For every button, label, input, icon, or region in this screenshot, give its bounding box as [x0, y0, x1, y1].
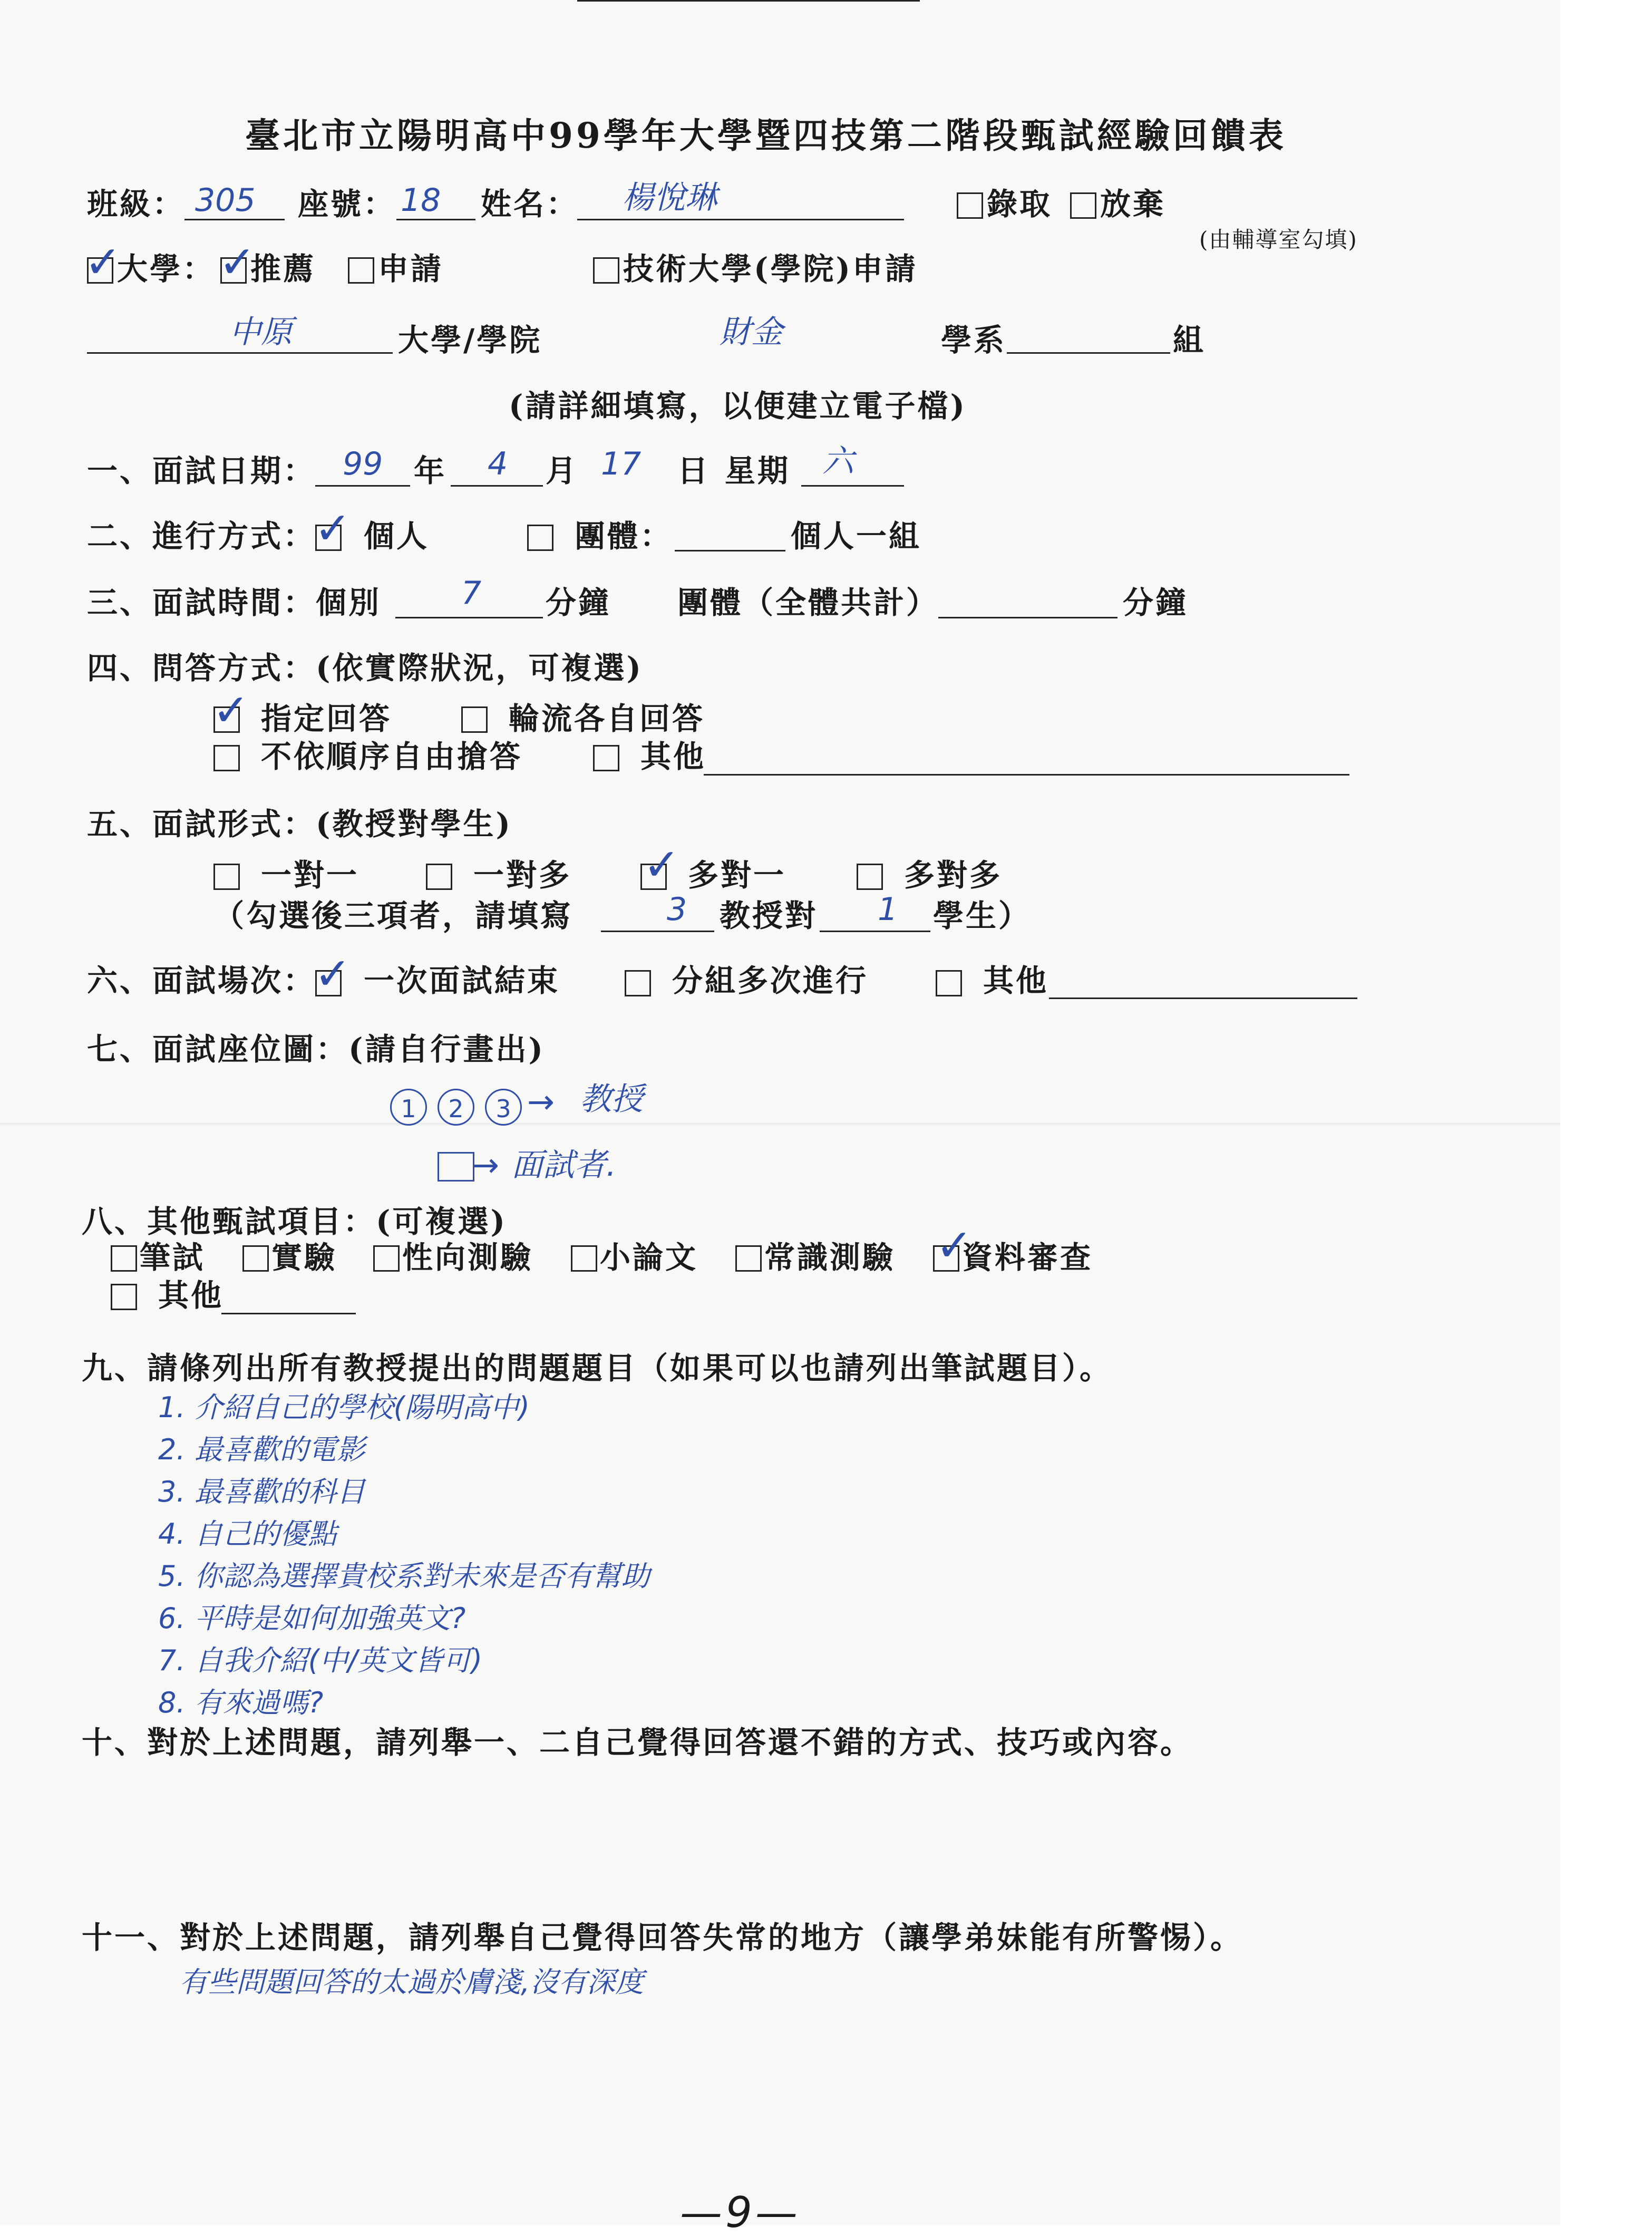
interviewee-note: 面試者. — [511, 1147, 617, 1184]
option-label: 筆試 — [140, 1239, 206, 1275]
class-label: 班級： — [87, 186, 186, 222]
one-to-one-label: 一對一 — [261, 857, 359, 893]
general-test-checkbox[interactable] — [735, 1245, 762, 1272]
scan-margin — [1560, 0, 1652, 2225]
q8-other-checkbox[interactable] — [111, 1284, 137, 1310]
individual-time-line — [395, 617, 543, 618]
school-value[interactable]: 中原 — [229, 314, 293, 351]
seat-line — [396, 219, 475, 220]
paper-fold — [0, 1123, 1560, 1126]
class-value[interactable]: 305 — [195, 182, 256, 219]
q11-answer[interactable]: 有些問題回答的太過於膚淺,沒有深度 — [179, 1965, 644, 1999]
prof-label: 教授對 — [720, 898, 818, 934]
q6-other-checkbox[interactable] — [936, 970, 962, 996]
weekday-label: 星期 — [725, 453, 791, 489]
q3-label: 三、面試時間：個別 — [87, 585, 382, 621]
tech-checkbox[interactable] — [593, 257, 619, 284]
check-mark: ✓ — [314, 948, 352, 1000]
interviewee-seat — [438, 1152, 474, 1182]
group-mode-label: 團體： — [575, 518, 673, 554]
day-label: 日 — [677, 453, 711, 489]
giveup-label: 放棄 — [1100, 186, 1166, 222]
answer-item[interactable]: 7. 自我介紹(中/英文皆可) — [158, 1644, 483, 1677]
option-label: 資料審查 — [962, 1239, 1093, 1275]
experiment-checkbox[interactable] — [242, 1245, 269, 1272]
check-mark: ✓ — [219, 236, 256, 288]
seat-3: 3 — [485, 1089, 522, 1126]
q7-label: 七、面試座位圖：(請自行畫出) — [87, 1031, 545, 1067]
student-count-value[interactable]: 1 — [878, 891, 898, 928]
check-mark: ✓ — [212, 684, 250, 736]
check-mark: ✓ — [643, 839, 681, 890]
answer-item[interactable]: 4. 自己的優點 — [158, 1517, 337, 1551]
group-time-line — [938, 617, 1117, 618]
giveup-checkbox[interactable] — [1070, 192, 1096, 219]
q4-other-checkbox[interactable] — [593, 745, 619, 771]
professor-note: 教授 — [580, 1081, 643, 1118]
seat-value[interactable]: 18 — [401, 182, 441, 219]
group-checkbox[interactable] — [527, 525, 553, 551]
written-test-checkbox[interactable] — [111, 1245, 137, 1272]
recommend-label: 推薦 — [250, 251, 316, 287]
group-suffix: 個人一組 — [791, 518, 922, 554]
group-time-label: 團體（全體共計） — [677, 585, 939, 621]
fill-note: (請詳細填寫，以便建立電子檔) — [509, 388, 967, 424]
many-to-many-label: 多對多 — [904, 857, 1003, 893]
q9-label: 九、請條列出所有教授提出的問題題目（如果可以也請列出筆試題目）。 — [82, 1350, 1113, 1386]
aptitude-checkbox[interactable] — [373, 1245, 400, 1272]
q4-label: 四、問答方式：(依實際狀況，可複選) — [87, 650, 643, 686]
check-mark: ✓ — [314, 502, 352, 554]
group-line — [1007, 352, 1170, 354]
many-to-one-label: 多對一 — [688, 857, 786, 893]
student-label: 學生） — [933, 898, 1032, 934]
check-mark: ✓ — [936, 1219, 973, 1271]
answer-item[interactable]: 5. 你認為選擇貴校系對未來是否有幫助 — [158, 1560, 650, 1593]
free-checkbox[interactable] — [213, 745, 240, 771]
school-line — [87, 352, 393, 354]
answer-item[interactable]: 1. 介紹自己的學校(陽明高中) — [158, 1391, 530, 1424]
answer-item[interactable]: 3. 最喜歡的科目 — [158, 1475, 365, 1508]
dept-label: 學系 — [941, 322, 1007, 358]
tech-label: 技術大學(學院)申請 — [623, 251, 918, 287]
month-label: 月 — [546, 453, 579, 489]
school-label: 大學/學院 — [398, 322, 542, 358]
page-number: —9— — [680, 2188, 801, 2237]
rotate-label: 輪流各自回答 — [509, 701, 705, 737]
weekday-line — [801, 485, 904, 487]
day-value[interactable]: 17 — [601, 446, 642, 482]
q4-other-line — [704, 774, 1349, 776]
check-mark: ✓ — [84, 236, 122, 288]
one-to-one-checkbox[interactable] — [213, 864, 240, 890]
year-label: 年 — [414, 453, 447, 489]
arrow-icon: → — [472, 1146, 499, 1184]
seat-label: 座號： — [298, 186, 396, 222]
option-label: 性向測驗 — [402, 1239, 533, 1275]
q6-label: 六、面試場次： — [87, 963, 316, 999]
once-label: 一次面試結束 — [364, 963, 560, 999]
one-to-many-label: 一對多 — [473, 857, 572, 893]
q5-fill-prefix: （勾選後三項者，請填寫 — [213, 898, 574, 934]
designated-label: 指定回答 — [261, 701, 392, 737]
name-label: 姓名： — [481, 186, 579, 222]
student-count-line — [820, 931, 930, 932]
minutes-label: 分鐘 — [546, 585, 611, 621]
dept-value[interactable]: 財金 — [720, 314, 783, 351]
year-line — [315, 485, 410, 487]
q11-label: 十一、對於上述問題，請列舉自己覺得回答失常的地方（讓學弟妹能有所警惕）。 — [82, 1920, 1243, 1955]
q2-label: 二、進行方式： — [87, 518, 316, 554]
q10-label: 十、對於上述問題，請列舉一、二自己覺得回答還不錯的方式、技巧或內容。 — [82, 1725, 1193, 1760]
answer-item[interactable]: 2. 最喜歡的電影 — [158, 1433, 365, 1466]
arrow-icon: → — [527, 1082, 555, 1121]
admitted-checkbox[interactable] — [957, 192, 983, 219]
option-label: 小論文 — [600, 1239, 698, 1275]
q1-label: 一、面試日期： — [87, 453, 316, 489]
apply-checkbox[interactable] — [348, 257, 374, 284]
university-label: 大學： — [117, 251, 216, 287]
multi-checkbox[interactable] — [625, 970, 651, 996]
admitted-label: 錄取 — [987, 186, 1053, 222]
q8-label: 八、其他甄試項目：(可複選) — [82, 1204, 507, 1239]
q6-other-label: 其他 — [983, 963, 1049, 999]
essay-checkbox[interactable] — [571, 1245, 597, 1272]
minutes-label-2: 分鐘 — [1123, 585, 1189, 621]
q6-other-line — [1049, 998, 1357, 999]
day-line — [580, 0, 675, 2]
prof-count-value[interactable]: 3 — [667, 891, 687, 928]
option-label: 常識測驗 — [764, 1239, 896, 1275]
seat-2: 2 — [438, 1089, 474, 1126]
name-value[interactable]: 楊悅琳 — [622, 179, 717, 216]
group-label: 組 — [1173, 322, 1206, 358]
name-line — [577, 219, 904, 220]
office-note: (由輔導室勾填) — [1199, 227, 1358, 253]
month-line — [451, 485, 543, 487]
prof-count-line — [601, 931, 714, 932]
seat-1: 1 — [390, 1089, 427, 1126]
individual-label: 個人 — [364, 518, 430, 554]
q8-other-line — [221, 1313, 356, 1314]
multi-label: 分組多次進行 — [672, 963, 869, 999]
weekday-value[interactable]: 六 — [822, 443, 854, 480]
form-title: 臺北市立陽明高中99學年大學暨四技第二階段甄試經驗回饋表 — [245, 115, 1287, 156]
answer-item[interactable]: 6. 平時是如何加強英文? — [158, 1602, 466, 1635]
free-label: 不依順序自由搶答 — [261, 739, 523, 774]
month-value[interactable]: 4 — [488, 446, 508, 482]
group-size-line — [675, 550, 785, 551]
apply-label: 申請 — [378, 251, 444, 287]
q4-other-label: 其他 — [640, 739, 706, 774]
individual-time-value[interactable]: 7 — [461, 575, 482, 612]
year-value[interactable]: 99 — [343, 446, 383, 482]
q8-other-label: 其他 — [158, 1277, 224, 1313]
rotate-checkbox[interactable] — [461, 706, 488, 733]
option-label: 實驗 — [271, 1239, 337, 1275]
class-line — [184, 219, 285, 220]
q5-label: 五、面試形式：(教授對學生) — [87, 806, 512, 842]
many-to-many-checkbox[interactable] — [857, 864, 883, 890]
answer-item[interactable]: 8. 有來過嗎? — [158, 1686, 324, 1719]
one-to-many-checkbox[interactable] — [426, 864, 452, 890]
